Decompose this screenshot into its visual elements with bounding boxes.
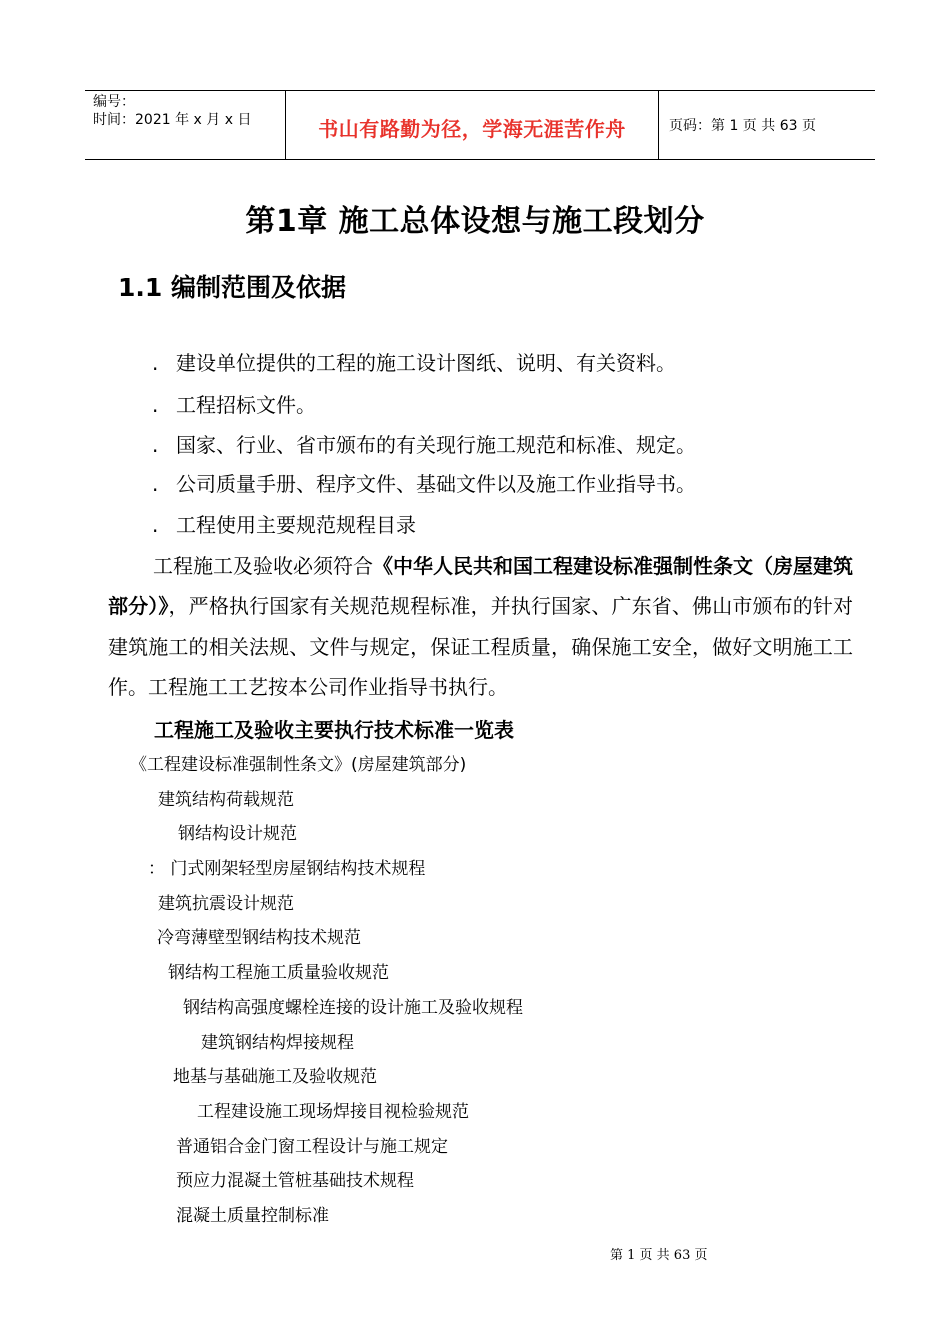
list-item: . 工程招标文件。 xyxy=(152,393,316,417)
standard-item: 冷弯薄壁型钢结构技术规范 xyxy=(157,928,361,948)
list-bullet: . xyxy=(152,433,159,457)
list-bullet: . xyxy=(152,351,159,375)
standard-item: 普通铝合金门窗工程设计与施工规定 xyxy=(176,1137,448,1157)
list-item: . 建设单位提供的工程的施工设计图纸、说明、有关资料。 xyxy=(152,351,676,375)
motto-text: 书山有路勤为径，学海无涯苦作舟 xyxy=(318,116,626,141)
list-bullet: . xyxy=(152,472,159,496)
standard-item: 钢结构高强度螺栓连接的设计施工及验收规程 xyxy=(183,998,523,1018)
header-page-cell xyxy=(659,91,875,159)
list-item: . 国家、行业、省市颁布的有关现行施工规范和标准、规定。 xyxy=(152,433,696,457)
list-bullet: . xyxy=(152,513,159,537)
section-title: 1.1 编制范围及依据 xyxy=(118,273,346,302)
standard-item: 钢结构工程施工质量验收规范 xyxy=(168,963,389,983)
list-item: . 工程使用主要规范规程目录 xyxy=(152,513,416,537)
list-item: . 公司质量手册、程序文件、基础文件以及施工作业指导书。 xyxy=(152,472,696,496)
standard-item: 地基与基础施工及验收规范 xyxy=(173,1067,377,1087)
standard-item: 建筑结构荷载规范 xyxy=(158,790,294,810)
standard-item: 工程建设施工现场焊接目视检验规范 xyxy=(197,1102,469,1122)
time-label: 时间：2021 年 x 月 x 日 xyxy=(93,112,252,128)
standard-item: 建筑钢结构焊接规程 xyxy=(201,1033,354,1053)
list-bullet: . xyxy=(152,393,159,417)
chapter-title: 第1章 施工总体设想与施工段划分 xyxy=(245,204,705,239)
standard-item: 钢结构设计规范 xyxy=(178,824,297,844)
standard-item: ： 门式刚架轻型房屋钢结构技术规程 xyxy=(148,859,426,879)
para-part2: ，严格执行国家有关规范规程标准，并执行国家、广东省、佛山市颁布的针对建筑施工的相关法规、文件与规定，保证工程质量，确保施工安全，做好文明施工工作。工程施工工艺按本公司作业指导书执行。 xyxy=(108,594,854,700)
standard-item: 建筑抗震设计规范 xyxy=(158,894,294,914)
number-label: 编号： xyxy=(93,94,135,110)
para-part1: 工程施工及验收必须符合 xyxy=(153,554,373,578)
header-table xyxy=(85,90,875,160)
standard-item: 《工程建设标准强制性条文》(房屋建筑部分) xyxy=(130,755,467,775)
page-footer: 第 1 页 共 63 页 xyxy=(610,1248,708,1263)
page-info: 页码：第 1 页 共 63 页 xyxy=(669,118,816,134)
standard-item: 混凝土质量控制标准 xyxy=(176,1206,329,1226)
standards-table-title: 工程施工及验收主要执行技术标准一览表 xyxy=(154,718,514,742)
standard-item: 预应力混凝土管桩基础技术规程 xyxy=(176,1171,414,1191)
header-left-cell xyxy=(85,91,286,159)
para-bold-title: 《中华人民共和国工程建设标准强制性条文（房屋建筑部分）》 xyxy=(108,554,853,619)
header-motto-cell xyxy=(286,91,659,159)
body-paragraph xyxy=(108,546,853,708)
